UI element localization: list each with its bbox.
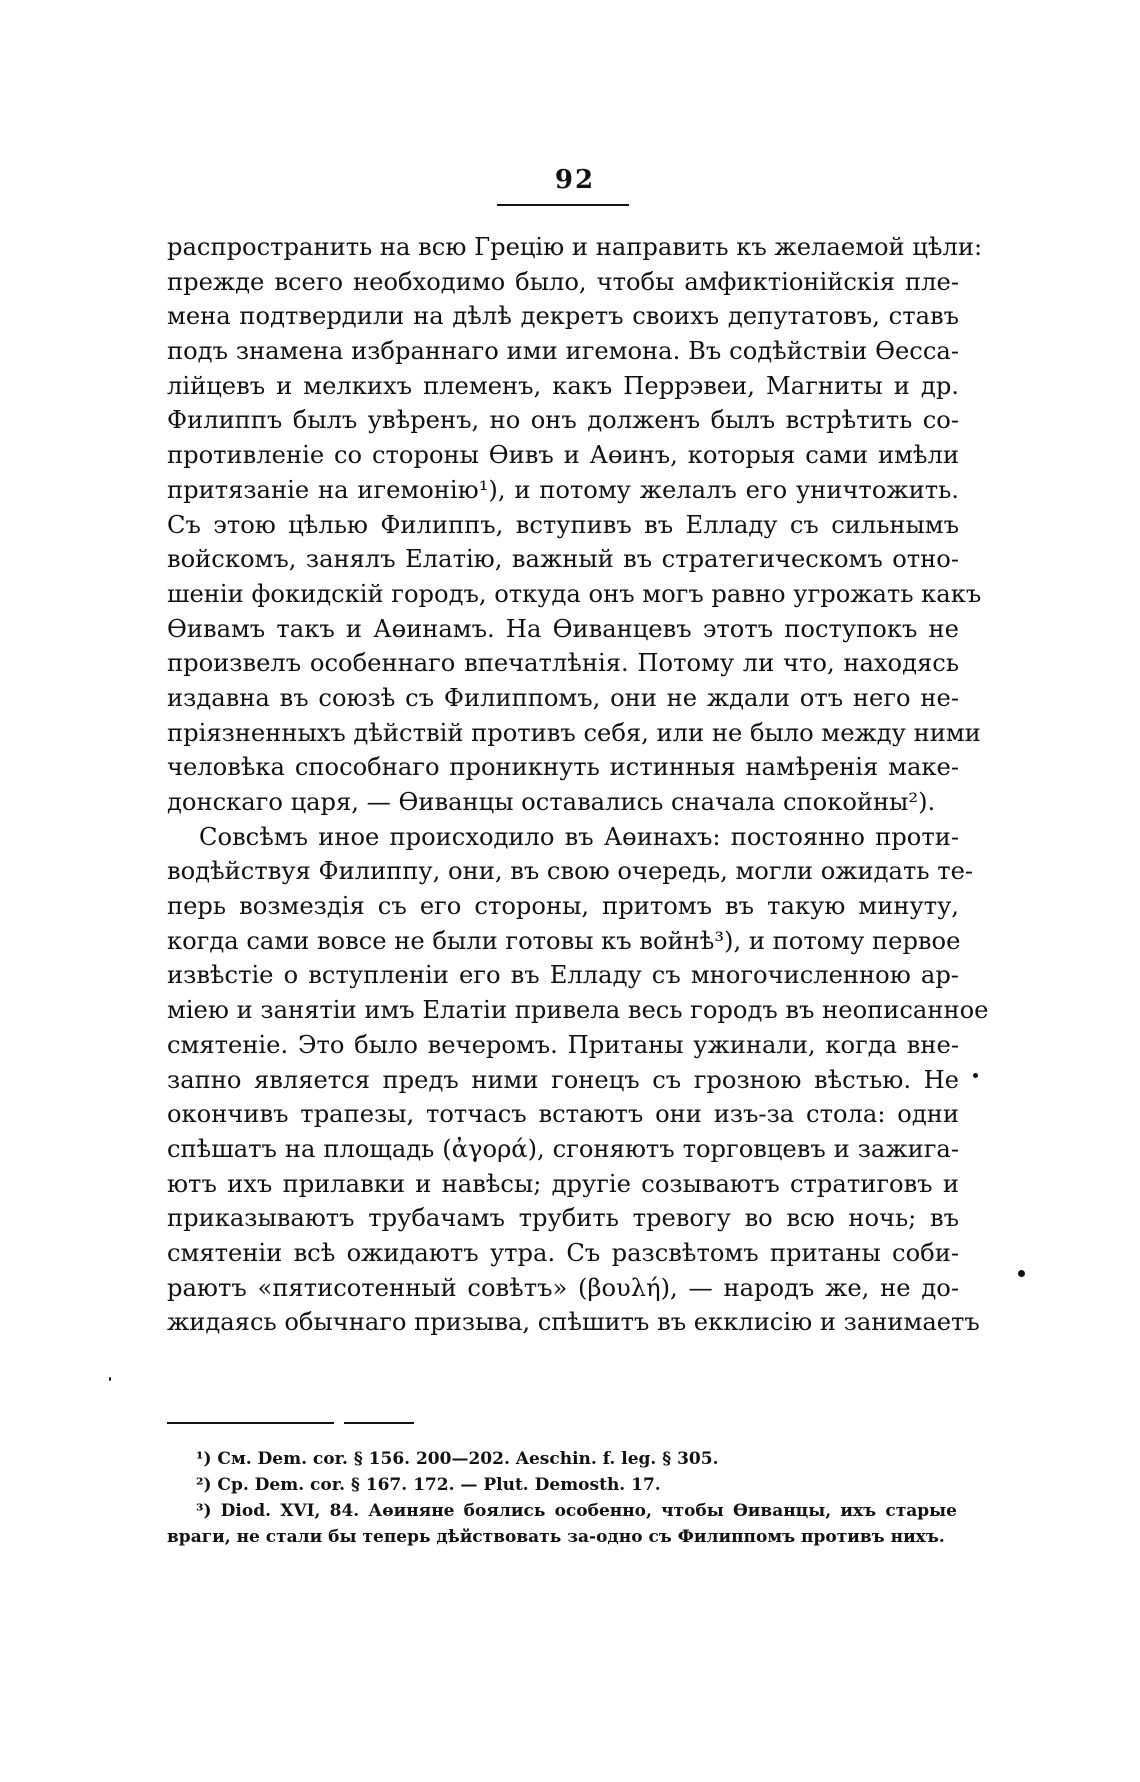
footnote-rule-short [344, 1422, 414, 1424]
footnote-1: ¹) См. Dem. cor. § 156. 200—202. Aeschin. f. leg. § 305. [196, 1449, 719, 1469]
text-line: произвелъ особеннаго впечатлѣнія. Потому ли что, находясь [167, 649, 959, 678]
text-line: жидаясь обычнаго призыва, спѣшитъ въ екклисію и занимаетъ [167, 1308, 980, 1337]
text-line: водѣйствуя Филиппу, они, въ свою очередь, могли ожидать те- [167, 857, 974, 886]
text-line: распространить на всю Грецію и направить къ желаемой цѣли: [167, 233, 983, 261]
text-line: лійцевъ и мелкихъ племенъ, какъ Перрэвеи, Магниты и др. [167, 371, 959, 400]
text-line: когда сами вовсе не были готовы къ войнѣ³), и потому первое [167, 926, 961, 955]
text-line: противленіе со стороны Өивъ и Аөинъ, которыя сами имѣли [167, 441, 959, 470]
text-line: извѣстіе о вступленіи его въ Елладу съ многочисленною ар- [167, 961, 959, 990]
footnote-2: ²) Cp. Dem. cor. § 167. 172. — Plut. Demosth. 17. [196, 1475, 661, 1495]
text-line: раютъ «пятисотенный совѣтъ» (βουλή), — народъ же, не до- [167, 1273, 959, 1302]
footnote-3: ³) Diod. XVI, 84. Аөиняне боялись особенно, чтобы Өиванцы, ихъ старые [196, 1501, 957, 1521]
page-number: 92 [554, 165, 596, 195]
text-line: ютъ ихъ прилавки и навѣсы; другіе созываютъ стратиговъ и [167, 1169, 959, 1198]
text-line: перь возмездія съ его стороны, притомъ въ такую минуту, [167, 892, 959, 921]
paragraph-start-line: Совсѣмъ иное происходило въ Аөинахъ: постоянно проти- [199, 822, 959, 851]
text-line: прежде всего необходимо было, чтобы амфиктіонійскія пле- [167, 267, 959, 296]
text-line: смятеніе. Это было вечеромъ. Пританы ужинали, когда вне- [167, 1030, 959, 1059]
text-line: мена подтвердили на дѣлѣ декретъ своихъ депутатовъ, ставъ [167, 302, 959, 331]
text-line: запно является предъ ними гонецъ съ грозною вѣстью. Не [167, 1065, 959, 1094]
text-line: подъ знамена избраннаго ими игемона. Въ содѣйствіи Өесса- [167, 337, 959, 366]
text-line: притязаніе на игемонію¹), и потому желалъ его уничтожить. [167, 475, 959, 504]
footnote-3-continuation: враги, не стали бы теперь дѣйствовать за-одно съ Филиппомъ противъ нихъ. [167, 1527, 945, 1547]
ink-speck [973, 1073, 978, 1078]
text-line: смятеніи всѣ ожидаютъ утра. Съ разсвѣтомъ пританы соби- [167, 1238, 959, 1267]
text-line: издавна въ союзѣ съ Филиппомъ, они не ждали отъ него не- [167, 683, 959, 712]
header-rule [497, 204, 629, 206]
text-line: міею и занятіи имъ Елатіи привела весь городъ въ неописанное [167, 996, 989, 1025]
text-line: Филиппъ былъ увѣренъ, но онъ долженъ былъ встрѣтить со- [167, 406, 959, 435]
text-line: спѣшатъ на площадь (ἀγορά), сгоняютъ торговцевъ и зажига- [167, 1134, 959, 1163]
text-line: человѣка способнаго проникнуть истинныя намѣренія маке- [167, 753, 959, 782]
text-line: Съ этою цѣлью Филиппъ, вступивъ въ Елладу съ сильнымъ [167, 510, 959, 539]
text-line: донскаго царя, — Өиванцы оставались сначала спокойны²). [167, 788, 936, 816]
text-line: приказываютъ трубачамъ трубить тревогу во всю ночь; въ [167, 1204, 959, 1233]
body-text [167, 230, 989, 1340]
footnote-rule [167, 1422, 334, 1424]
text-line: Өивамъ такъ и Аөинамъ. На Өиванцевъ этотъ поступокъ не [167, 614, 959, 643]
text-line: шеніи фокидскій городъ, откуда онъ могъ равно угрожать какъ [167, 579, 982, 608]
text-line: окончивъ трапезы, тотчасъ встаютъ они изъ-за стола: одни [167, 1100, 959, 1129]
text-line: пріязненныхъ дѣйствій противъ себя, или не было между ними [167, 718, 981, 747]
ink-speck [1018, 1270, 1025, 1277]
footnotes [167, 1446, 957, 1550]
text-line: войскомъ, занялъ Елатію, важный въ стратегическомъ отно- [167, 545, 959, 574]
ink-speck [109, 1377, 111, 1381]
